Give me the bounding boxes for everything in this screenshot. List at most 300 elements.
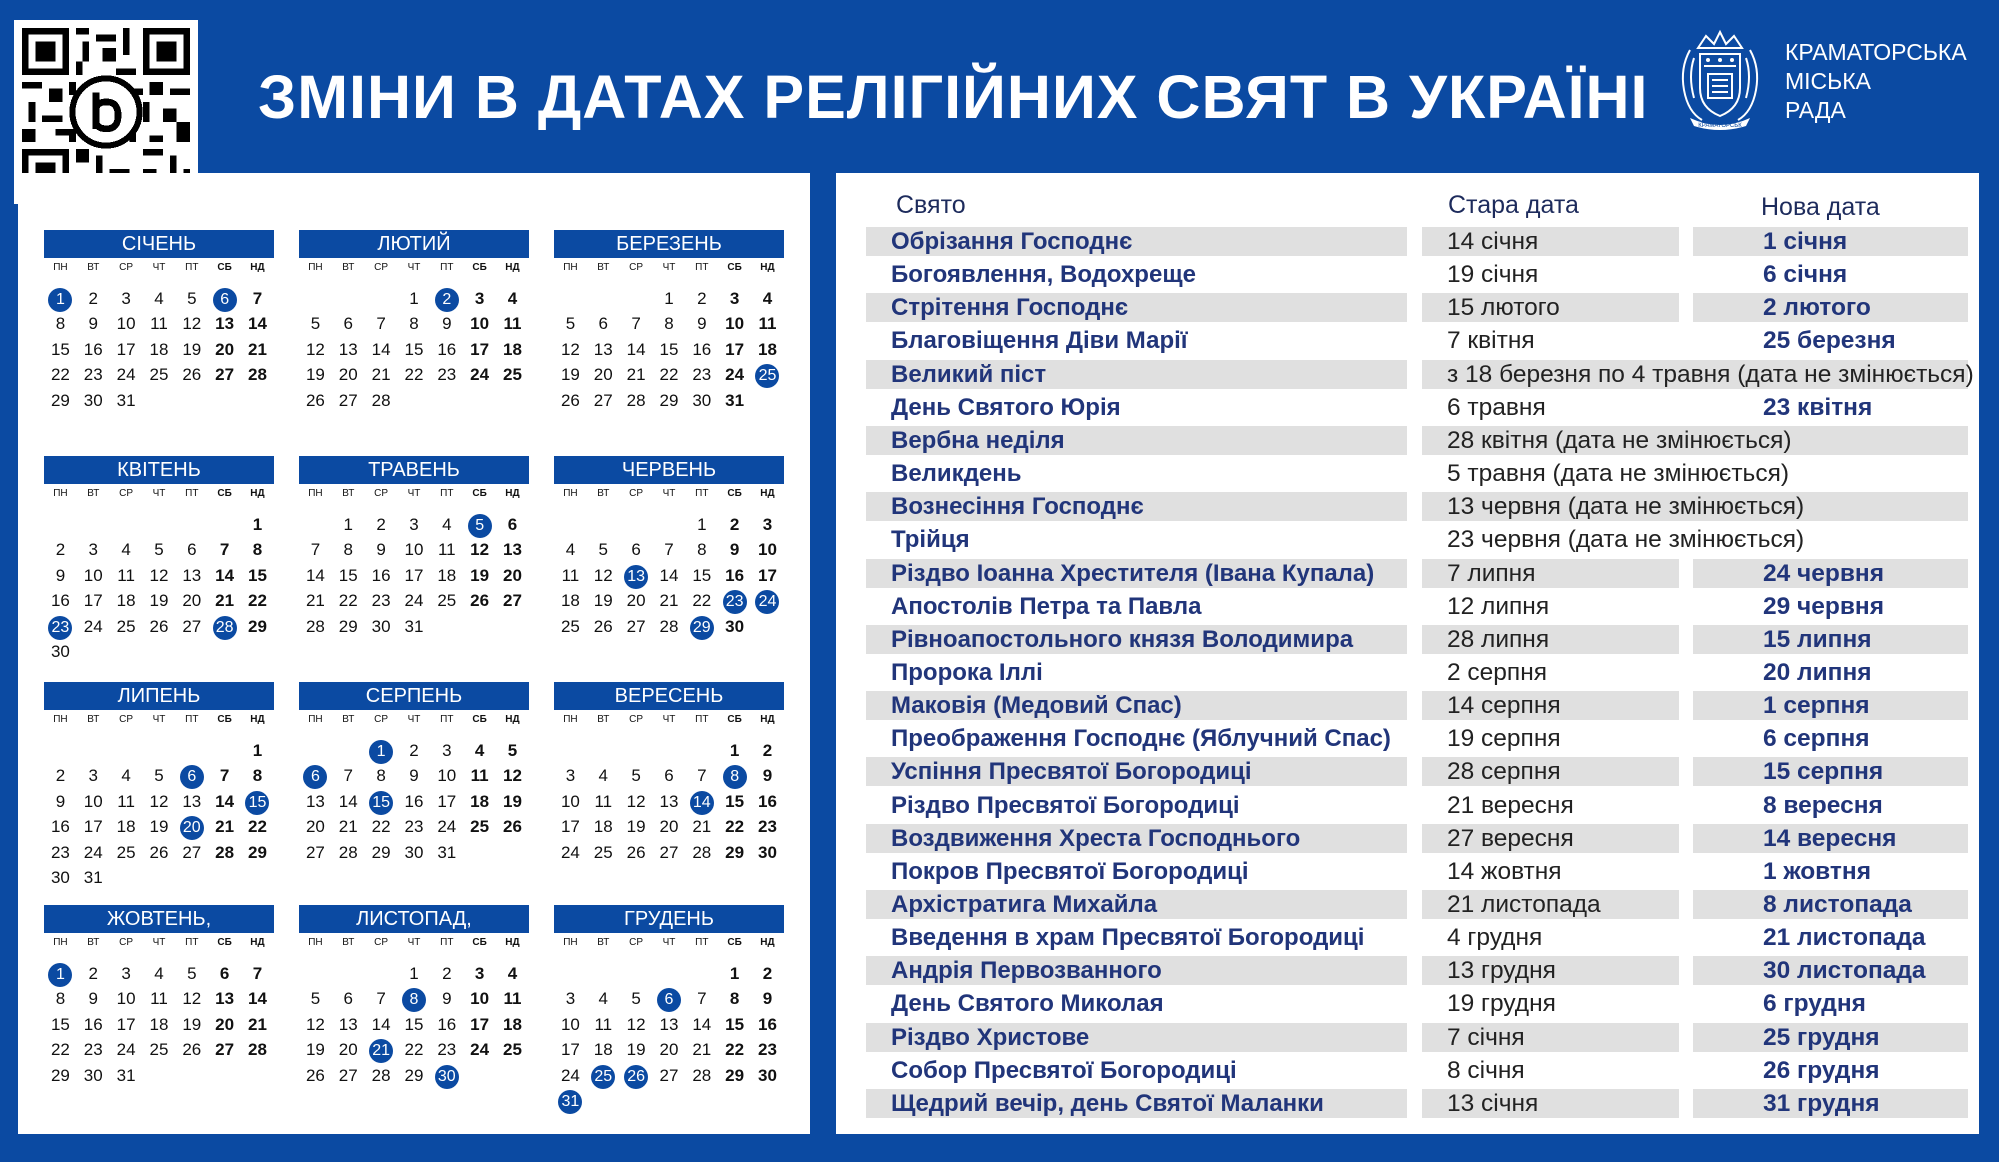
holiday-name: Маковія (Медовий Спас) [866,691,1407,720]
day: 30 [83,1065,103,1085]
empty-cell [554,286,587,312]
day: 10 [437,766,457,785]
weekday-label: НД [760,262,775,273]
day: 28 [248,1040,267,1059]
day: 14 [248,314,267,333]
month-calendar [554,230,784,413]
day: 25 [470,817,490,836]
table-row [836,888,1979,921]
day: 21 [248,1014,267,1034]
weekday-label: ПН [563,262,578,273]
day: 16 [758,1014,777,1034]
day: 23 [758,1040,777,1059]
weekday-label: ЧТ [152,488,166,499]
day: 23 [83,1040,103,1059]
day: 16 [371,565,391,585]
empty-cell [587,286,620,312]
holiday-name: Вербна неділя [866,426,1407,455]
holiday-name: Андрія Первозванного [866,956,1407,985]
day: 8 [376,766,386,785]
day: 6 [598,314,608,333]
weekday-label: НД [505,937,520,948]
day: 27 [338,1065,358,1085]
new-date: 25 березня [1763,327,1896,355]
highlighted-day: 29 [685,614,718,640]
day: 20 [659,1040,679,1059]
day: 14 [305,565,325,585]
empty-cell [653,961,686,987]
day: 20 [215,339,235,359]
day: 27 [182,616,202,636]
day: 18 [116,817,136,836]
day: 7 [252,288,263,308]
weekday-label: ПТ [440,262,454,273]
day: 16 [692,339,712,359]
holiday-name: Покров Пресвятої Богородиці [891,857,1249,885]
empty-cell [365,961,398,987]
weekday-label: ПТ [440,714,454,725]
day: 9 [55,565,66,585]
day: 20 [182,591,202,610]
day: 19 [182,1014,202,1034]
day: 4 [154,963,164,983]
new-date: 25 грудня [1693,1023,1968,1052]
day: 6 [631,540,641,559]
old-date: 28 серпня [1422,757,1679,786]
weekday-label: ПН [308,937,323,948]
holiday-name: Введення в храм Пресвятої Богородиці [891,924,1365,952]
month-name: ВЕРЕСЕНЬ [554,682,784,710]
day: 24 [404,591,424,610]
day: 31 [725,390,745,410]
day: 12 [560,339,580,359]
day: 1 [252,740,263,760]
table-row [836,291,1979,324]
weekday-label: СБ [727,488,742,499]
highlighted-day: 2 [430,286,463,312]
day: 15 [404,339,424,359]
table-row [836,424,1979,457]
day: 26 [593,616,613,636]
day: 29 [725,1065,745,1085]
holiday-name: Рівноапостольного князя Володимира [866,625,1407,654]
day: 17 [437,791,457,811]
highlighted-day: 8 [398,986,431,1012]
weekday-label: ПТ [185,714,199,725]
day: 6 [219,963,230,983]
day: 21 [305,591,325,610]
day: 27 [659,842,679,862]
day: 8 [252,540,263,559]
weekday-label: ВТ [342,262,355,273]
day: 19 [149,591,169,610]
day: 14 [371,339,391,359]
weekday-label: ЧТ [662,488,676,499]
table-row [836,557,1979,590]
day: 10 [83,565,103,585]
day: 7 [219,540,230,559]
holiday-name: Благовіщення Діви Марії [891,327,1188,355]
day: 5 [310,314,321,333]
new-date: 23 квітня [1763,393,1873,421]
highlighted-day: 6 [653,986,686,1012]
day: 18 [593,1040,613,1059]
weekday-label: ПН [563,937,578,948]
day: 27 [215,365,235,384]
day: 10 [758,540,777,559]
day: 2 [442,963,452,983]
day: 11 [437,540,456,559]
day: 26 [560,390,580,410]
day: 7 [697,989,707,1008]
day: 16 [725,565,745,585]
table-row [836,590,1979,623]
day: 22 [725,817,745,836]
weekday-label: СР [629,262,644,273]
highlighted-day: 13 [620,563,653,589]
day: 20 [503,565,522,585]
day: 19 [182,339,202,359]
holiday-name: Великдень [891,460,1022,488]
day: 29 [659,390,679,410]
day: 26 [305,390,325,410]
day: 26 [149,842,169,862]
empty-cell [44,512,77,538]
table-row [836,954,1979,987]
day: 4 [507,288,518,308]
weekday-label: ПН [53,262,68,273]
day: 13 [659,1014,679,1034]
weekday-label: НД [250,714,265,725]
day: 14 [371,1014,391,1034]
old-date: 28 квітня (дата не змінюється) [1422,426,1968,455]
day: 24 [560,842,580,862]
day: 30 [83,390,103,410]
new-date: 20 липня [1763,658,1872,686]
day: 14 [659,565,679,585]
old-date: 13 червня (дата не змінюється) [1422,492,1968,521]
day: 12 [149,565,169,585]
weekday-label: ЧТ [152,937,166,948]
day: 17 [116,339,136,359]
day: 18 [437,565,457,585]
day: 13 [215,989,235,1008]
weekday-label: СР [629,937,644,948]
day: 15 [725,791,745,811]
day: 18 [116,591,136,610]
table-row [836,457,1979,490]
weekday-label: СБ [217,937,232,948]
day: 13 [503,540,522,559]
day: 19 [503,791,522,811]
day: 10 [116,989,136,1008]
day: 26 [626,842,646,862]
month-name: ТРАВЕНЬ [299,456,529,484]
weekday-label: СР [374,488,389,499]
month-name: ЖОВТЕНЬ, [44,905,274,933]
empty-cell [620,512,653,538]
day: 26 [182,365,202,384]
day: 11 [594,791,613,811]
day: 19 [626,1040,646,1059]
org-line: РАДА [1785,97,1846,123]
old-date: 12 липня [1447,592,1550,620]
day: 1 [664,288,674,308]
day: 17 [116,1014,136,1034]
weekday-label: ЧТ [662,714,676,725]
day: 17 [404,565,424,585]
day: 18 [560,591,580,610]
day: 10 [116,314,136,333]
day: 2 [55,766,66,785]
table-row [836,523,1979,556]
weekday-label: ЧТ [407,262,421,273]
day: 1 [343,514,353,534]
month-name: СІЧЕНЬ [44,230,274,258]
weekday-label: СР [119,262,134,273]
day: 22 [692,591,712,610]
day: 28 [371,1065,391,1085]
table-row [836,623,1979,656]
day: 22 [50,365,70,384]
day: 23 [437,1040,457,1059]
day: 4 [121,540,131,559]
day: 3 [565,766,576,785]
day: 2 [88,963,98,983]
weekday-label: НД [505,262,520,273]
day: 30 [758,842,777,862]
day: 16 [50,591,70,610]
old-date: з 18 березня по 4 травня (дата не змінюється) [1422,360,1968,389]
day: 1 [729,740,740,760]
day: 8 [664,314,674,333]
holiday-name: Різдво Христове [866,1023,1407,1052]
day: 15 [725,1014,745,1034]
holiday-name: Воздвиження Хреста Господнього [866,824,1407,853]
day: 12 [182,314,202,333]
month-calendar [554,456,784,639]
new-date: 26 грудня [1763,1056,1880,1084]
day: 11 [503,989,522,1008]
weekday-label: ЧТ [407,937,421,948]
day: 23 [437,365,457,384]
day: 24 [437,817,457,836]
day: 13 [338,1014,358,1034]
day: 8 [409,314,419,333]
empty-cell [110,512,143,538]
day: 7 [376,314,386,333]
day: 19 [305,1040,325,1059]
day: 25 [116,842,136,862]
day: 13 [659,791,679,811]
table-row [836,490,1979,523]
month-calendar [44,682,274,891]
old-date: 14 січня [1422,227,1679,256]
day: 8 [55,314,66,333]
day: 27 [626,616,646,636]
highlighted-day: 1 [44,286,77,312]
day: 9 [762,766,773,785]
day: 10 [560,791,580,811]
day: 5 [187,288,197,308]
day: 6 [187,540,197,559]
weekday-label: СБ [472,262,487,273]
old-date: 19 січня [1447,261,1539,289]
day: 11 [561,565,580,585]
weekday-label: СБ [472,488,487,499]
weekday-label: ПН [53,937,68,948]
table-row [836,789,1979,822]
day: 18 [149,339,169,359]
day: 20 [305,817,325,836]
highlighted-day: 25 [751,362,784,388]
day: 1 [697,514,707,534]
day: 16 [83,339,103,359]
day: 30 [50,642,70,661]
day: 27 [659,1065,679,1085]
day: 14 [692,1014,712,1034]
day: 22 [404,1040,424,1059]
empty-cell [685,961,718,987]
old-date: 19 серпня [1447,725,1561,753]
month-calendar [44,456,274,665]
holiday-name: Архістратига Михайла [866,890,1407,919]
old-date: 27 вересня [1422,824,1679,853]
day: 2 [409,740,419,760]
new-date: 31 грудня [1693,1089,1968,1118]
day: 6 [664,766,674,785]
day: 5 [631,989,641,1008]
day: 22 [404,365,424,384]
day: 11 [470,766,489,785]
day: 18 [503,339,522,359]
day: 29 [50,390,70,410]
weekday-label: СБ [472,714,487,725]
weekday-label: СБ [472,937,487,948]
day: 12 [626,791,646,811]
holiday-name: Різдво Пресвятої Богородиці [891,791,1240,819]
weekday-label: ПТ [440,937,454,948]
day: 1 [409,288,419,308]
old-date: 5 травня (дата не змінюється) [1447,460,1789,488]
day: 21 [215,817,235,836]
day: 19 [470,565,490,585]
empty-cell [587,961,620,987]
table-row [836,689,1979,722]
organization-name [1785,38,1967,125]
day: 6 [343,314,353,333]
weekday-label: СР [119,714,134,725]
day: 28 [692,1065,712,1085]
day: 14 [626,339,646,359]
day: 5 [565,314,576,333]
day: 2 [729,514,740,534]
day: 15 [248,565,267,585]
day: 23 [371,591,391,610]
day: 7 [310,540,321,559]
day: 29 [50,1065,70,1085]
day: 21 [248,339,267,359]
empty-cell [653,738,686,764]
day: 27 [503,591,522,610]
highlighted-day: 23 [718,588,751,614]
highlighted-day: 20 [175,814,208,840]
month-name: КВІТЕНЬ [44,456,274,484]
day: 3 [409,514,419,534]
day: 11 [594,1014,613,1034]
day: 1 [729,963,740,983]
weekday-label: ВТ [342,714,355,725]
empty-cell [77,512,110,538]
day: 14 [215,565,235,585]
month-calendar [299,905,529,1088]
day: 17 [470,1014,490,1034]
empty-cell [620,961,653,987]
new-date: 2 лютого [1693,293,1968,322]
day: 15 [659,339,679,359]
weekday-label: ПН [308,262,323,273]
table-row [836,722,1979,755]
holiday-name: Успіння Пресвятої Богородиці [866,757,1407,786]
old-date: 6 травня [1447,393,1546,421]
weekday-label: ВТ [87,714,100,725]
weekday-label: НД [760,488,775,499]
day: 25 [437,591,457,610]
old-date: 23 червня (дата не змінюється) [1447,526,1805,554]
day: 30 [404,842,424,862]
day: 30 [758,1065,777,1085]
old-date: 19 грудня [1447,990,1556,1018]
table-row [836,656,1979,689]
new-date: 1 жовтня [1763,857,1871,885]
day: 22 [50,1040,70,1059]
weekday-label: НД [505,488,520,499]
month-calendar [44,230,274,413]
weekday-label: СР [374,714,389,725]
day: 4 [442,514,452,534]
weekday-label: ПН [53,714,68,725]
old-date: 28 липня [1422,625,1679,654]
month-calendar [299,456,529,639]
day: 24 [470,1040,490,1059]
month-name: ЧЕРВЕНЬ [554,456,784,484]
day: 13 [338,339,358,359]
highlighted-day: 15 [365,789,398,815]
day: 23 [50,842,70,862]
day: 31 [116,1065,136,1085]
day: 29 [248,842,267,862]
day: 10 [404,540,424,559]
day: 9 [88,314,98,333]
day: 2 [376,514,386,534]
weekday-label: ВТ [342,937,355,948]
day: 9 [409,766,419,785]
day: 18 [470,791,490,811]
month-name: ЛЮТИЙ [299,230,529,258]
new-date: 6 грудня [1763,990,1866,1018]
day: 17 [83,817,103,836]
day: 7 [252,963,263,983]
day: 17 [560,1040,580,1059]
weekday-label: НД [760,937,775,948]
day: 2 [762,963,773,983]
day: 4 [507,963,518,983]
weekday-label: СР [629,488,644,499]
day: 25 [149,1040,169,1059]
empty-cell [143,512,176,538]
weekday-label: СБ [217,714,232,725]
weekday-label: НД [505,714,520,725]
